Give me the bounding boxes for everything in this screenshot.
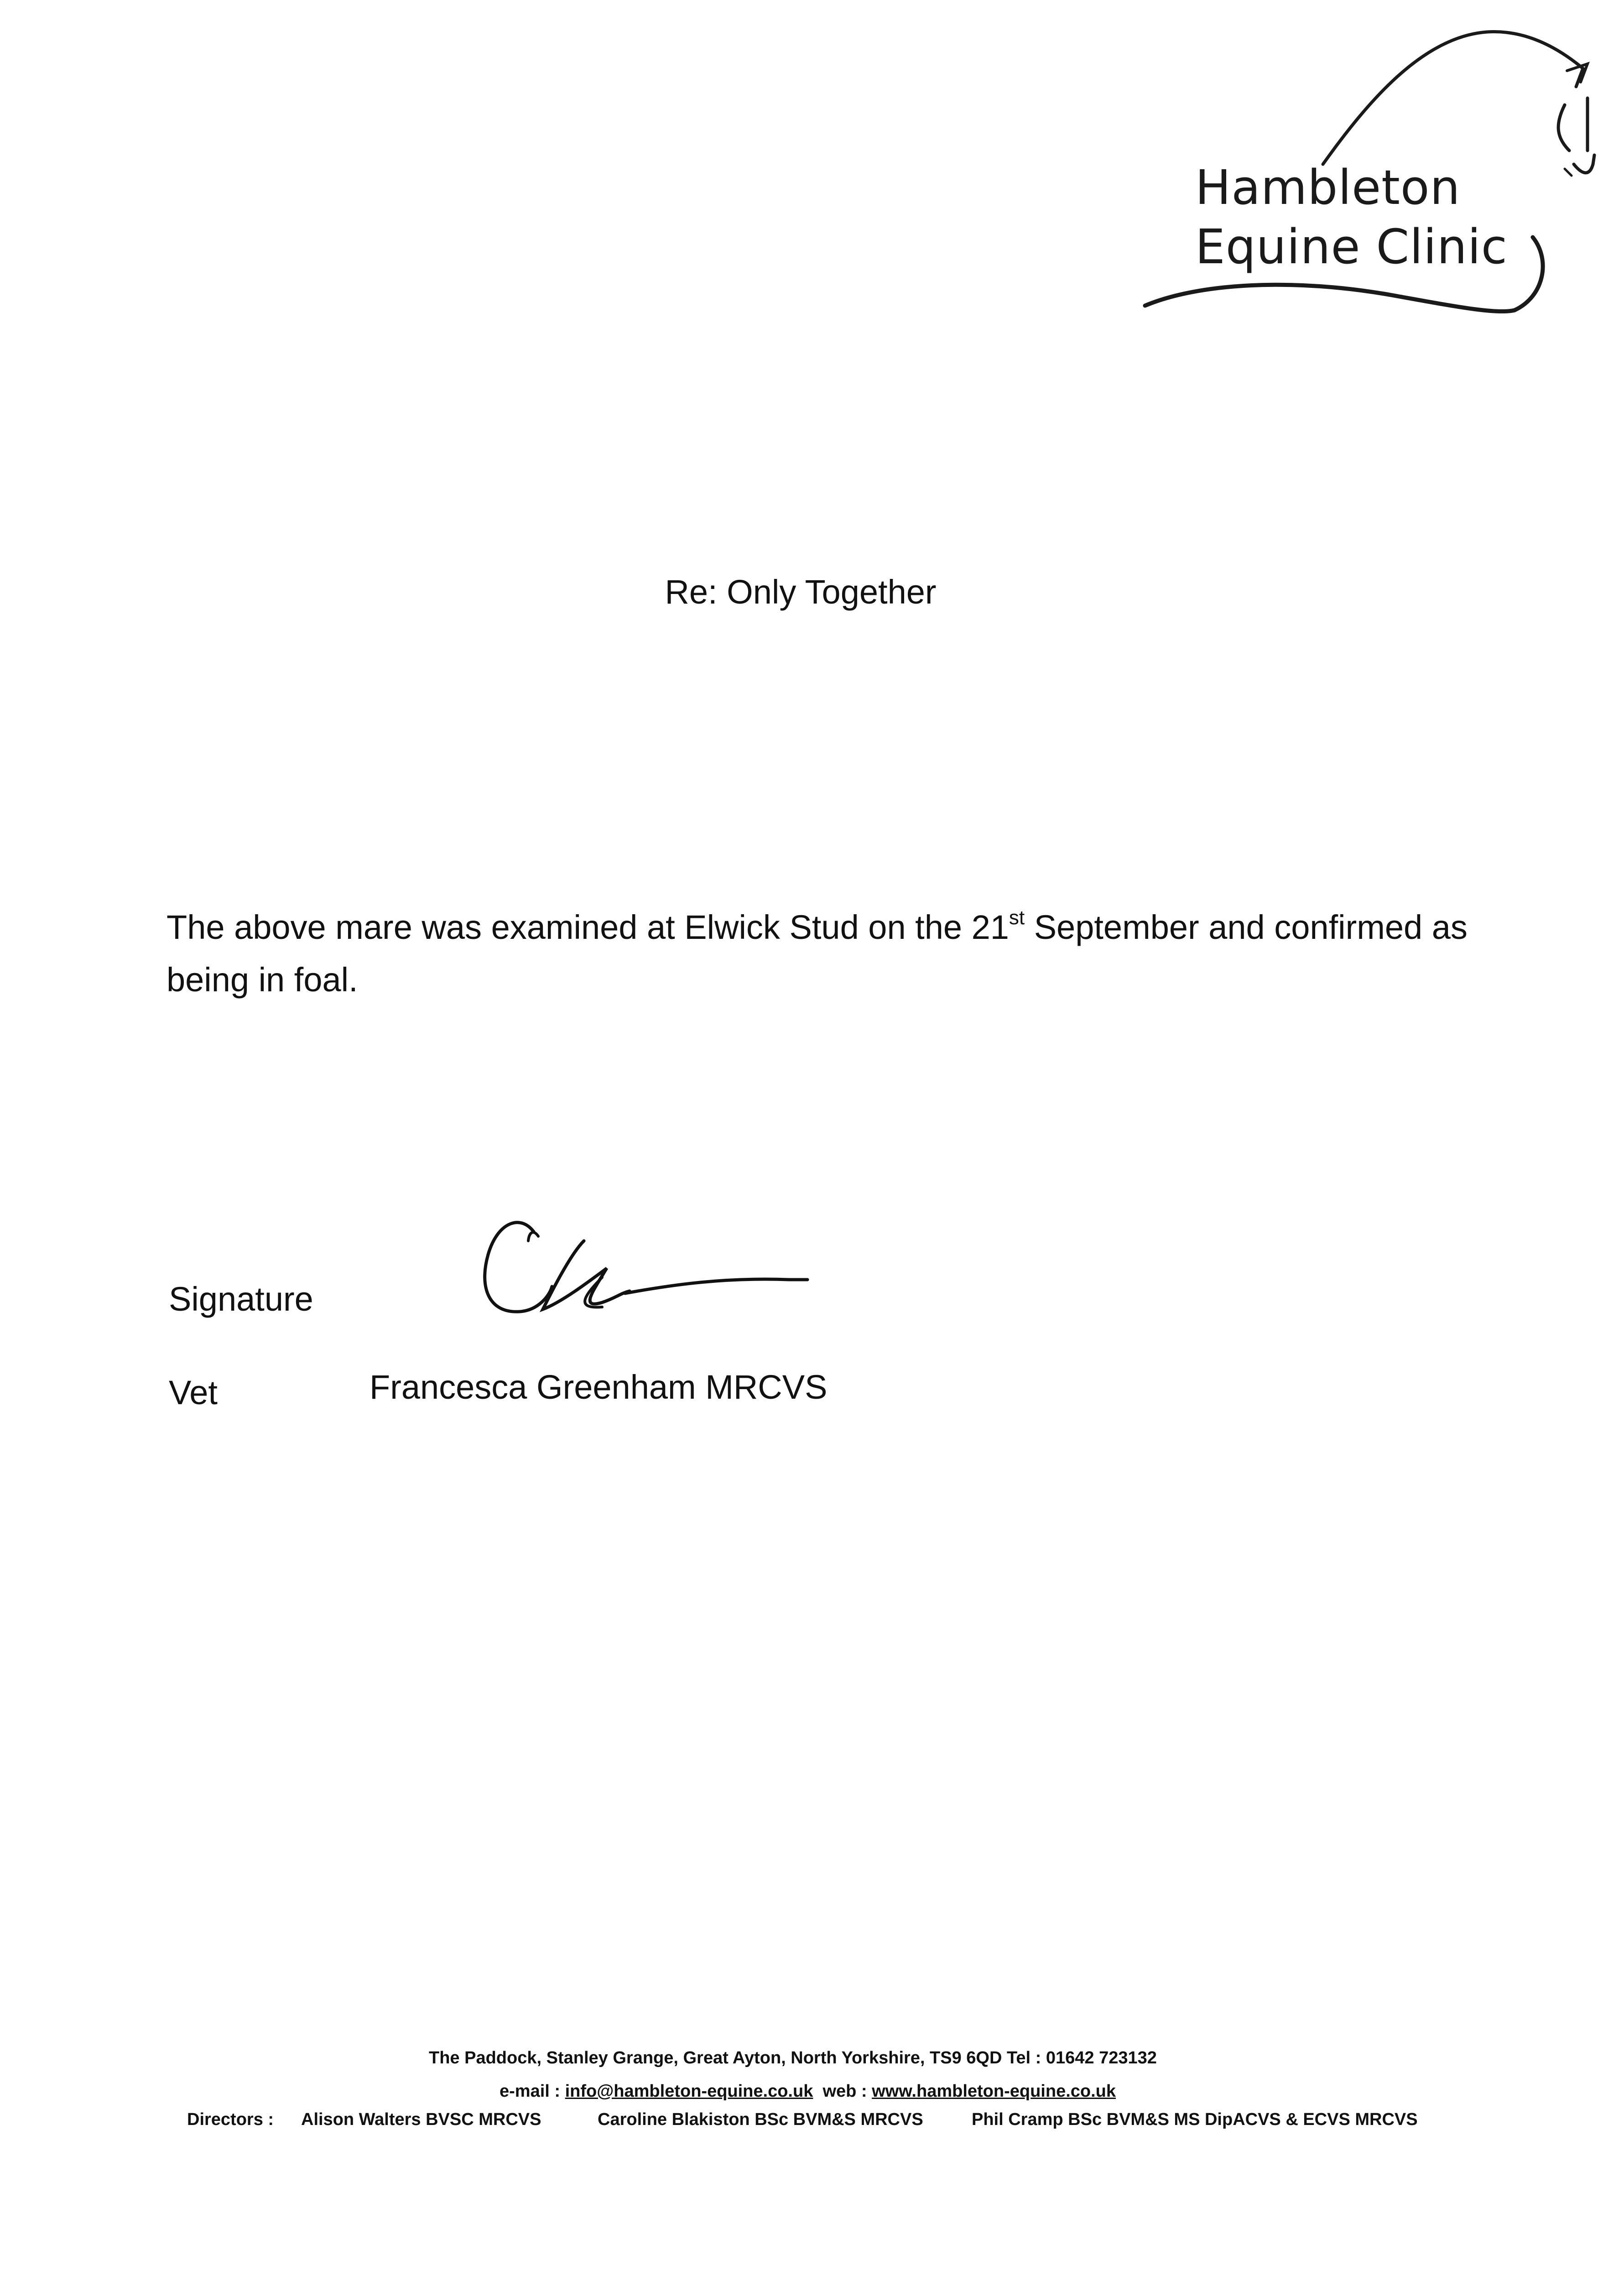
footer-contact (500, 2082, 1116, 2101)
logo-name-line2: Equine Clinic (1195, 219, 1508, 275)
vet-label: Vet (169, 1374, 218, 1411)
web-label: web : (822, 2082, 872, 2101)
director-name: Caroline Blakiston BSc BVM&S MRCVS (598, 2110, 923, 2129)
body-text-start: The above mare was examined at Elwick Stud on the 21 (167, 908, 1009, 946)
logo-name-line1: Hambleton (1195, 160, 1461, 215)
body-paragraph (167, 901, 1489, 1006)
subject-text: Re: Only Together (665, 573, 937, 611)
web-link[interactable]: www.hambleton-equine.co.uk (872, 2082, 1116, 2101)
email-label: e-mail : (500, 2082, 565, 2101)
director-name: Phil Cramp BSc BVM&S MS DipACVS & ECVS MRCVS (972, 2110, 1418, 2129)
directors-label: Directors : (187, 2110, 274, 2129)
body-ordinal-suffix: st (1009, 906, 1025, 929)
body-text-end: September and confirmed as being in foal. (167, 908, 1468, 999)
signature-label: Signature (169, 1280, 313, 1318)
subject-line (0, 573, 1624, 611)
footer-directors (187, 2110, 1418, 2130)
handwritten-signature (470, 1204, 826, 1332)
vet-name: Francesca Greenham MRCVS (370, 1368, 828, 1406)
director-name: Alison Walters BVSC MRCVS (301, 2110, 541, 2129)
clinic-logo (1131, 18, 1597, 338)
email-link[interactable]: info@hambleton-equine.co.uk (565, 2082, 813, 2101)
footer-address: The Paddock, Stanley Grange, Great Ayton, North Yorkshire, TS9 6QD Tel : 01642 723132 (429, 2048, 1157, 2067)
